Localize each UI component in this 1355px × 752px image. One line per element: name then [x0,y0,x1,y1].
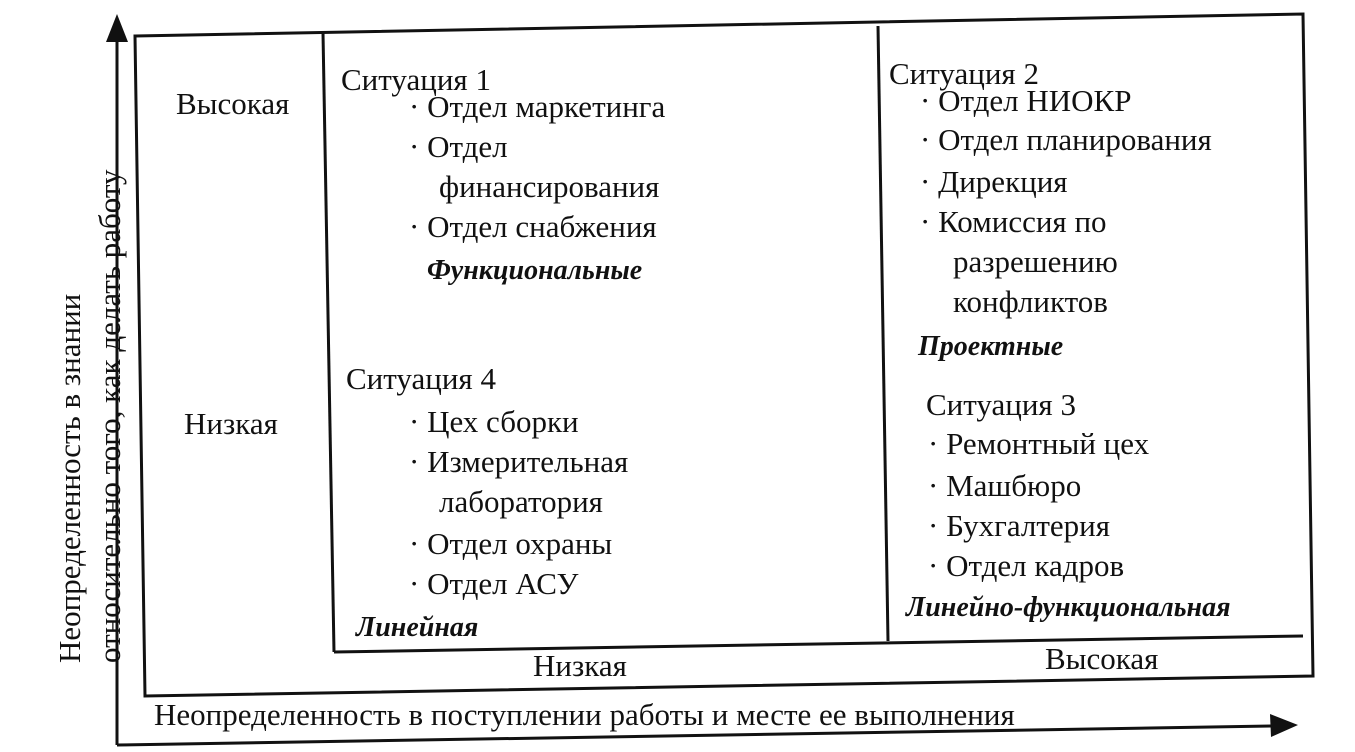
situation-1-item: · Отдел [409,129,508,164]
situation-4-item: · Цех сборки [409,404,579,439]
x-axis-title: Неопределенность в поступлении работы и месте ее выполнения [154,697,1015,732]
situation-2-item: · Отдел планирования [920,122,1212,157]
situation-2-title: Ситуация 2 [889,56,1039,91]
situation-3-type: Линейно-функциональная [906,592,1231,623]
x-axis-arrowhead [1270,714,1298,737]
situation-4-item: · Измерительная [409,444,629,479]
situation-1-title: Ситуация 1 [341,62,491,97]
middle-divider [878,26,888,641]
situation-1-item: финансирования [439,169,660,204]
situation-2-item: конфликтов [953,284,1108,319]
situation-2-item: · Дирекция [920,164,1068,199]
situation-4-title: Ситуация 4 [346,361,496,396]
situation-1-item: · Отдел маркетинга [409,89,666,124]
situation-2-item: · Комиссия по [920,204,1107,239]
x-level-low: Низкая [533,648,627,683]
situation-3-title: Ситуация 3 [926,387,1076,422]
situation-2-item: разрешению [953,244,1118,279]
situation-2-item: · Отдел НИОКР [920,83,1132,118]
situation-1-item: · Отдел снабжения [409,209,657,244]
left-divider [323,33,334,652]
situation-3-item: · Бухгалтерия [928,508,1110,543]
situation-3-item: · Ремонтный цех [928,426,1150,461]
y-level-low: Низкая [184,406,278,441]
situation-4-item: · Отдел АСУ [409,566,579,601]
situation-4-item: · Отдел охраны [409,526,613,561]
situation-2-type: Проектные [918,331,1064,362]
situation-3-item: · Машбюро [928,468,1082,503]
x-level-high: Высокая [1045,641,1159,676]
situation-4-type: Линейная [356,612,479,643]
situation-4-item: лаборатория [439,484,603,519]
y-level-high: Высокая [176,86,290,121]
situation-1-type: Функциональные [427,255,643,286]
y-axis-title-line1: Неопределенность в знании [52,293,87,663]
situation-3-item: · Отдел кадров [928,548,1125,583]
y-axis-title-line2: относительно того, как делать работу [92,169,127,663]
